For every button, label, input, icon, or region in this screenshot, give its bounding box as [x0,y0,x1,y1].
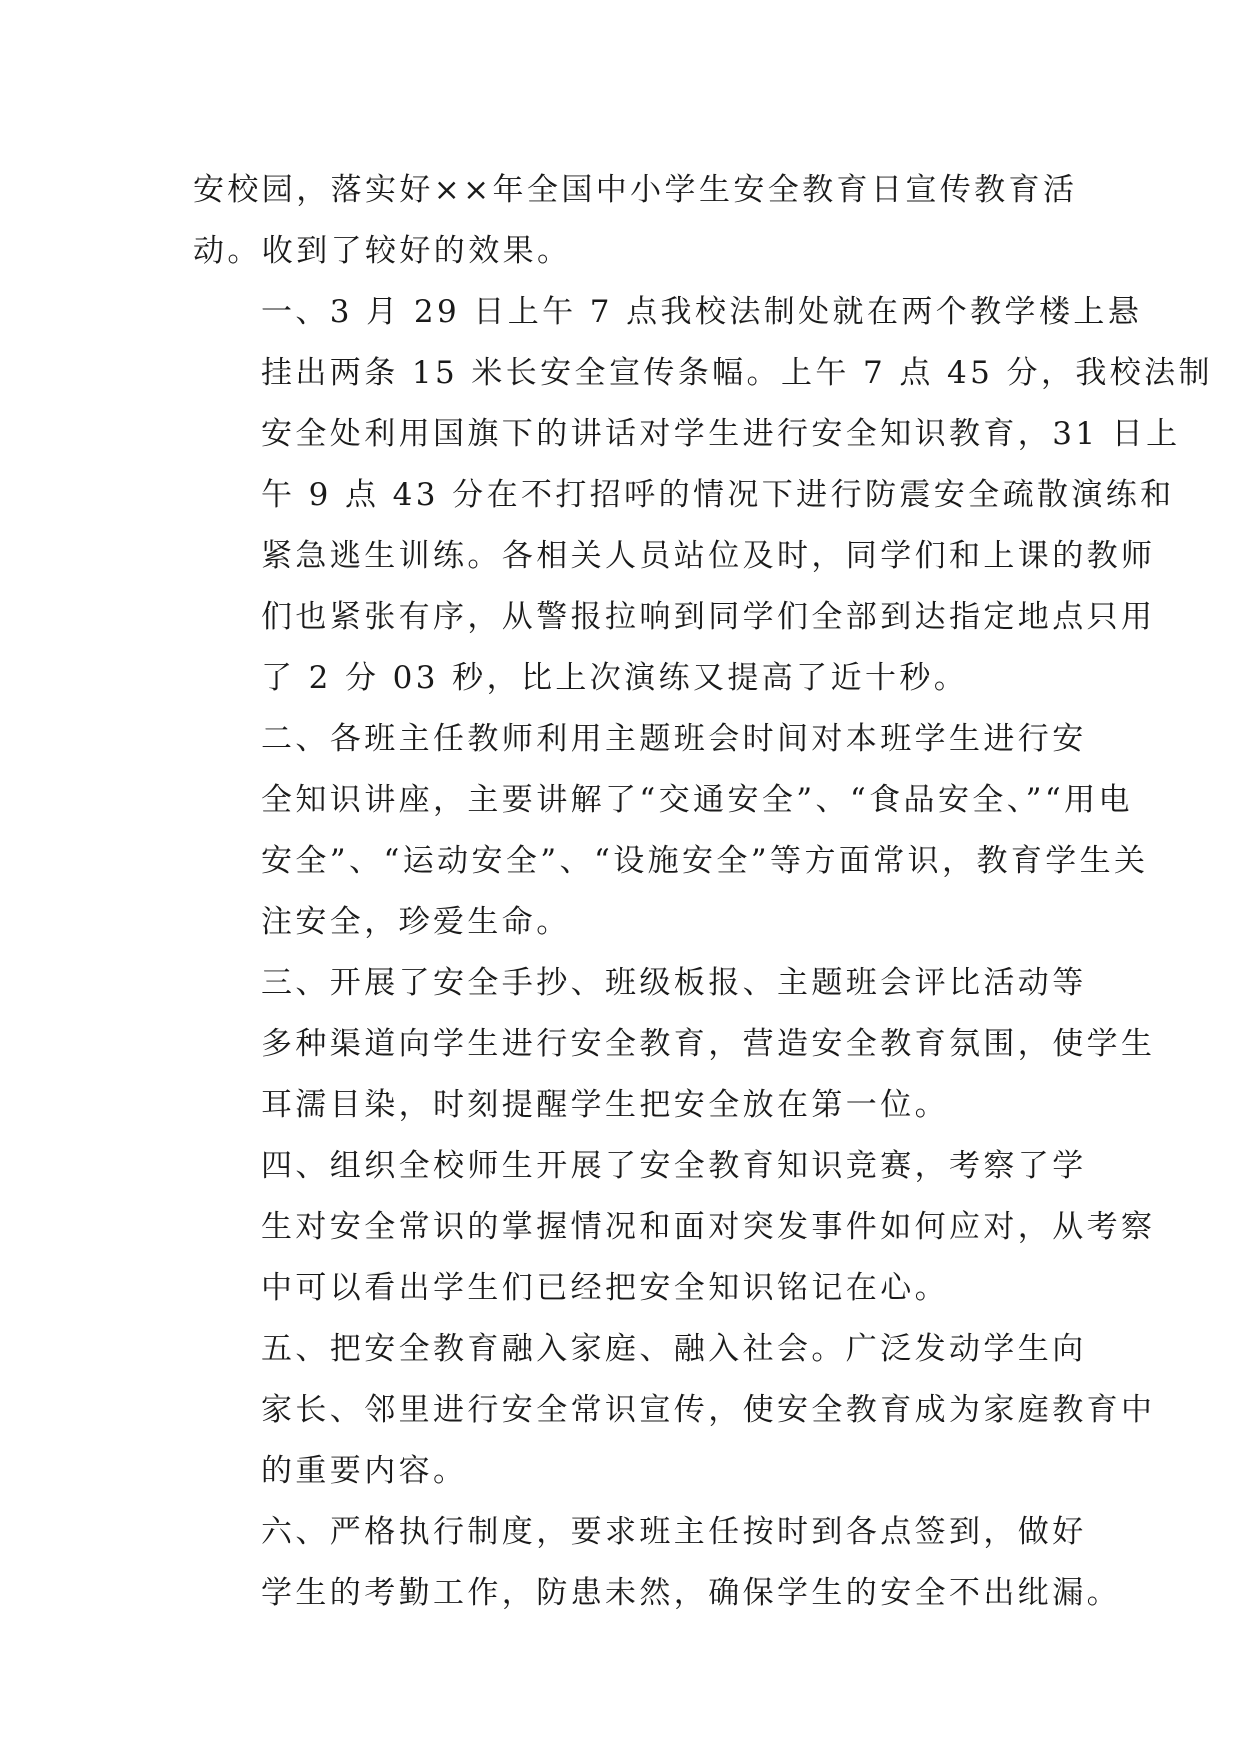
text-line: 安全”、“运动安全”、“设施安全”等方面常识，教育学生关 [261,843,1149,879]
paragraph-intro [193,160,1078,282]
text-line: 注安全，珍爱生命。 [261,904,571,940]
text-line: 安全处利用国旗下的讲话对学生进行安全知识教育，31 日上 [261,416,1181,452]
text-line: 中可以看出学生们已经把安全知识铭记在心。 [261,1270,949,1306]
text-line: 午 9 点 43 分在不打招呼的情况下进行防震安全疏散演练和 [261,477,1175,513]
text-line: 三、开展了安全手抄、班级板报、主题班会评比活动等 [261,965,1087,1001]
text-line: 挂出两条 15 米长安全宣传条幅。上午 7 点 45 分，我校法制 [261,355,1213,391]
paragraph-item-5 [193,1319,1156,1502]
text-line: 动。收到了较好的效果。 [193,233,572,269]
text-line: 了 2 分 03 秒，比上次演练又提高了近十秒。 [261,660,969,696]
text-line: 安校园，落实好××年全国中小学生安全教育日宣传教育活 [193,172,1078,208]
text-line: 生对安全常识的掌握情况和面对突发事件如何应对，从考察 [261,1209,1156,1245]
text-line: 们也紧张有序，从警报拉响到同学们全部到达指定地点只用 [261,599,1156,635]
text-line: 耳濡目染，时刻提醒学生把安全放在第一位。 [261,1087,949,1123]
text-line: 家长、邻里进行安全常识宣传，使安全教育成为家庭教育中 [261,1392,1156,1428]
document-page [193,160,1213,1624]
text-line: 五、把安全教育融入家庭、融入社会。广泛发动学生向 [261,1331,1087,1367]
paragraph-item-3 [193,953,1156,1136]
text-line: 四、组织全校师生开展了安全教育知识竞赛，考察了学 [261,1148,1087,1184]
text-line: 一、3 月 29 日上午 7 点我校法制处就在两个教学楼上悬 [261,294,1143,330]
paragraph-item-1 [193,282,1213,709]
paragraph-item-2 [193,709,1149,953]
paragraph-item-4 [193,1136,1156,1319]
text-line: 紧急逃生训练。各相关人员站位及时，同学们和上课的教师 [261,538,1156,574]
text-line: 的重要内容。 [261,1453,468,1489]
text-line: 六、严格执行制度，要求班主任按时到各点签到，做好 [261,1514,1087,1550]
text-line: 全知识讲座，主要讲解了“交通安全”、“食品安全、”“用电 [261,782,1133,818]
text-line: 多种渠道向学生进行安全教育，营造安全教育氛围，使学生 [261,1026,1156,1062]
paragraph-item-6 [193,1502,1121,1624]
text-line: 学生的考勤工作，防患未然，确保学生的安全不出纰漏。 [261,1575,1121,1611]
text-line: 二、各班主任教师利用主题班会时间对本班学生进行安 [261,721,1087,757]
